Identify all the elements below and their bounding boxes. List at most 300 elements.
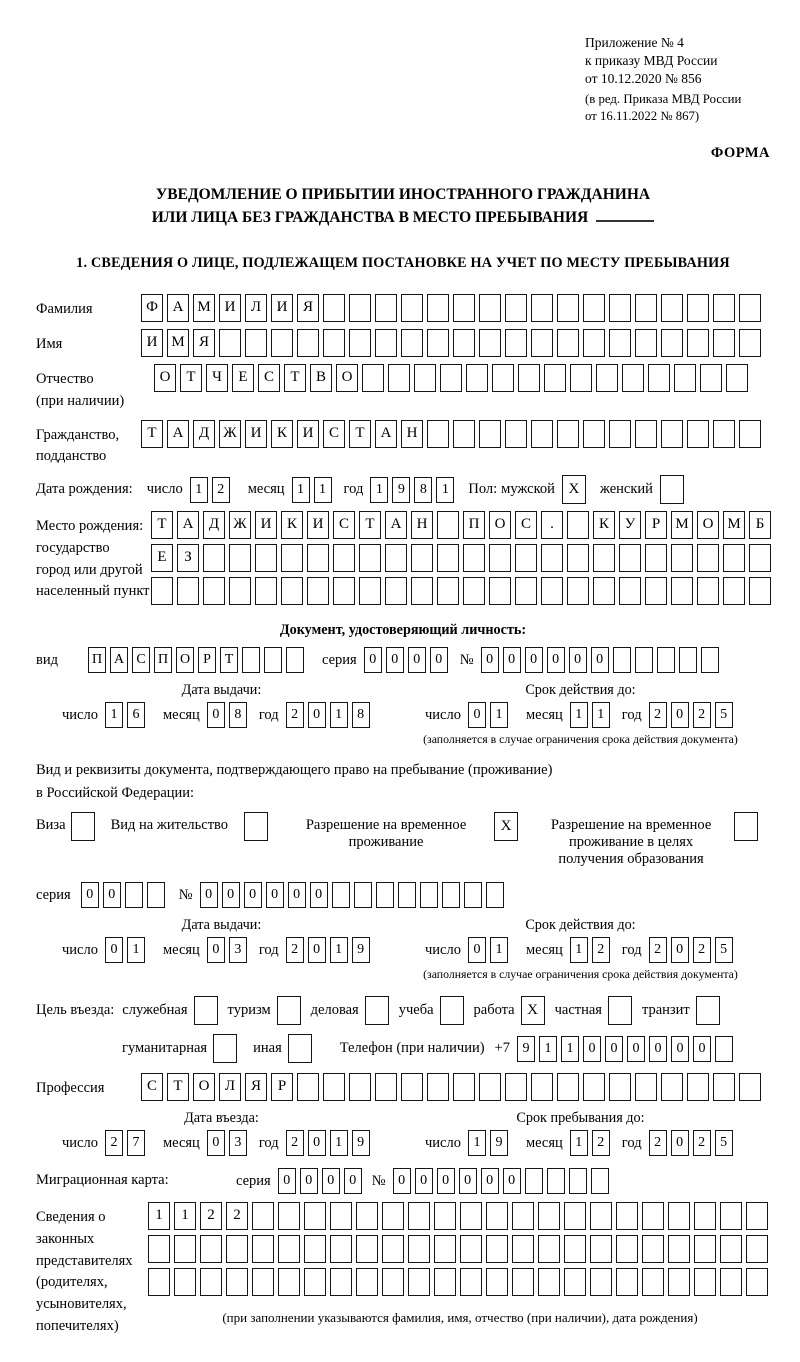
char-cell[interactable] <box>564 1202 586 1230</box>
char-cell[interactable] <box>687 1073 709 1101</box>
char-cell[interactable] <box>356 1235 378 1263</box>
char-cell[interactable]: 1 <box>174 1202 196 1230</box>
char-cell[interactable] <box>359 544 381 572</box>
char-cell[interactable]: И <box>271 294 293 322</box>
char-cell[interactable] <box>281 577 303 605</box>
char-cell[interactable] <box>512 1268 534 1296</box>
char-cell[interactable] <box>401 329 423 357</box>
char-cell[interactable] <box>349 294 371 322</box>
char-cell[interactable] <box>252 1202 274 1230</box>
char-cell[interactable] <box>453 420 475 448</box>
char-cell[interactable] <box>668 1202 690 1230</box>
char-cell[interactable]: 0 <box>569 647 587 673</box>
char-cell[interactable] <box>427 1073 449 1101</box>
char-cell[interactable] <box>442 882 460 908</box>
char-cell[interactable] <box>564 1268 586 1296</box>
char-cell[interactable]: 1 <box>570 937 588 963</box>
char-cell[interactable]: 0 <box>207 1130 225 1156</box>
char-cell[interactable] <box>492 364 514 392</box>
char-cell[interactable]: 0 <box>364 647 382 673</box>
char-cell[interactable] <box>463 577 485 605</box>
char-cell[interactable] <box>252 1268 274 1296</box>
char-cell[interactable]: Ж <box>229 511 251 539</box>
char-cell[interactable] <box>538 1235 560 1263</box>
char-cell[interactable] <box>489 544 511 572</box>
char-cell[interactable]: Ф <box>141 294 163 322</box>
char-cell[interactable] <box>661 1073 683 1101</box>
char-cell[interactable]: Т <box>180 364 202 392</box>
char-cell[interactable]: О <box>336 364 358 392</box>
char-cell[interactable] <box>427 294 449 322</box>
char-cell[interactable] <box>385 577 407 605</box>
char-cell[interactable] <box>635 420 657 448</box>
char-cell[interactable] <box>590 1235 612 1263</box>
char-cell[interactable]: Р <box>271 1073 293 1101</box>
char-cell[interactable] <box>453 1073 475 1101</box>
char-cell[interactable]: 5 <box>715 937 733 963</box>
char-cell[interactable]: П <box>88 647 106 673</box>
char-cell[interactable] <box>593 544 615 572</box>
char-cell[interactable] <box>541 544 563 572</box>
char-cell[interactable]: А <box>167 294 189 322</box>
char-cell[interactable]: Е <box>151 544 173 572</box>
char-cell[interactable]: Е <box>232 364 254 392</box>
char-cell[interactable]: 0 <box>693 1036 711 1062</box>
char-cell[interactable]: А <box>177 511 199 539</box>
char-cell[interactable] <box>354 882 372 908</box>
char-cell[interactable] <box>420 882 438 908</box>
char-cell[interactable] <box>567 511 589 539</box>
char-cell[interactable] <box>616 1202 638 1230</box>
char-cell[interactable] <box>323 294 345 322</box>
char-cell[interactable]: 0 <box>468 937 486 963</box>
char-cell[interactable] <box>375 294 397 322</box>
temp-residence-checkbox[interactable]: X <box>494 812 518 841</box>
char-cell[interactable]: 0 <box>591 647 609 673</box>
char-cell[interactable] <box>411 577 433 605</box>
char-cell[interactable] <box>356 1268 378 1296</box>
char-cell[interactable] <box>749 577 771 605</box>
char-cell[interactable] <box>531 294 553 322</box>
char-cell[interactable]: И <box>141 329 163 357</box>
char-cell[interactable] <box>609 420 631 448</box>
char-cell[interactable]: О <box>193 1073 215 1101</box>
char-cell[interactable] <box>505 329 527 357</box>
char-cell[interactable] <box>557 1073 579 1101</box>
char-cell[interactable]: 1 <box>570 702 588 728</box>
char-cell[interactable] <box>434 1235 456 1263</box>
char-cell[interactable] <box>538 1268 560 1296</box>
char-cell[interactable] <box>349 1073 371 1101</box>
char-cell[interactable]: 1 <box>292 477 310 503</box>
char-cell[interactable] <box>661 294 683 322</box>
char-cell[interactable] <box>505 420 527 448</box>
char-cell[interactable] <box>427 329 449 357</box>
purpose-study-checkbox[interactable] <box>440 996 464 1025</box>
char-cell[interactable]: И <box>245 420 267 448</box>
char-cell[interactable]: А <box>375 420 397 448</box>
char-cell[interactable]: 0 <box>278 1168 296 1194</box>
char-cell[interactable]: А <box>110 647 128 673</box>
char-cell[interactable] <box>538 1202 560 1230</box>
char-cell[interactable]: 0 <box>481 647 499 673</box>
char-cell[interactable]: 2 <box>212 477 230 503</box>
char-cell[interactable]: Я <box>193 329 215 357</box>
char-cell[interactable]: 0 <box>393 1168 411 1194</box>
char-cell[interactable]: 0 <box>627 1036 645 1062</box>
char-cell[interactable] <box>349 329 371 357</box>
char-cell[interactable]: 9 <box>352 1130 370 1156</box>
char-cell[interactable]: П <box>463 511 485 539</box>
char-cell[interactable] <box>531 420 553 448</box>
char-cell[interactable]: 0 <box>503 1168 521 1194</box>
char-cell[interactable] <box>479 1073 501 1101</box>
purpose-work-checkbox[interactable]: X <box>521 996 545 1025</box>
char-cell[interactable] <box>679 647 697 673</box>
char-cell[interactable]: 1 <box>539 1036 557 1062</box>
char-cell[interactable] <box>518 364 540 392</box>
char-cell[interactable] <box>486 1235 508 1263</box>
char-cell[interactable]: 3 <box>229 1130 247 1156</box>
char-cell[interactable]: О <box>697 511 719 539</box>
char-cell[interactable]: 1 <box>436 477 454 503</box>
char-cell[interactable] <box>671 577 693 605</box>
char-cell[interactable] <box>382 1268 404 1296</box>
char-cell[interactable] <box>479 420 501 448</box>
purpose-transit-checkbox[interactable] <box>696 996 720 1025</box>
char-cell[interactable]: К <box>271 420 293 448</box>
char-cell[interactable] <box>147 882 165 908</box>
char-cell[interactable] <box>674 364 696 392</box>
char-cell[interactable] <box>453 294 475 322</box>
char-cell[interactable] <box>245 329 267 357</box>
char-cell[interactable]: 0 <box>322 1168 340 1194</box>
char-cell[interactable]: 0 <box>437 1168 455 1194</box>
char-cell[interactable] <box>486 1268 508 1296</box>
char-cell[interactable]: Т <box>349 420 371 448</box>
char-cell[interactable] <box>427 420 449 448</box>
char-cell[interactable] <box>255 544 277 572</box>
char-cell[interactable] <box>440 364 462 392</box>
char-cell[interactable] <box>590 1202 612 1230</box>
char-cell[interactable]: М <box>193 294 215 322</box>
char-cell[interactable] <box>746 1268 768 1296</box>
char-cell[interactable] <box>333 577 355 605</box>
char-cell[interactable] <box>330 1268 352 1296</box>
char-cell[interactable] <box>255 577 277 605</box>
char-cell[interactable] <box>694 1268 716 1296</box>
char-cell[interactable]: П <box>154 647 172 673</box>
char-cell[interactable] <box>486 882 504 908</box>
char-cell[interactable]: 0 <box>583 1036 601 1062</box>
char-cell[interactable] <box>648 364 670 392</box>
char-cell[interactable] <box>382 1235 404 1263</box>
char-cell[interactable]: Я <box>245 1073 267 1101</box>
char-cell[interactable] <box>401 1073 423 1101</box>
char-cell[interactable] <box>362 364 384 392</box>
char-cell[interactable] <box>437 577 459 605</box>
purpose-humanitarian-checkbox[interactable] <box>213 1034 237 1063</box>
char-cell[interactable]: 8 <box>352 702 370 728</box>
char-cell[interactable] <box>622 364 644 392</box>
char-cell[interactable] <box>687 420 709 448</box>
char-cell[interactable]: Л <box>219 1073 241 1101</box>
char-cell[interactable] <box>739 294 761 322</box>
char-cell[interactable]: 0 <box>200 882 218 908</box>
char-cell[interactable] <box>307 577 329 605</box>
char-cell[interactable] <box>125 882 143 908</box>
char-cell[interactable]: 2 <box>105 1130 123 1156</box>
char-cell[interactable]: 0 <box>671 1036 689 1062</box>
char-cell[interactable]: 1 <box>561 1036 579 1062</box>
char-cell[interactable] <box>376 882 394 908</box>
char-cell[interactable] <box>286 647 304 673</box>
char-cell[interactable] <box>242 647 260 673</box>
char-cell[interactable] <box>642 1202 664 1230</box>
char-cell[interactable]: 1 <box>127 937 145 963</box>
char-cell[interactable] <box>356 1202 378 1230</box>
char-cell[interactable]: 1 <box>105 702 123 728</box>
char-cell[interactable] <box>200 1268 222 1296</box>
char-cell[interactable]: Я <box>297 294 319 322</box>
char-cell[interactable]: 0 <box>386 647 404 673</box>
char-cell[interactable] <box>304 1268 326 1296</box>
char-cell[interactable] <box>271 329 293 357</box>
char-cell[interactable] <box>408 1202 430 1230</box>
char-cell[interactable]: 8 <box>414 477 432 503</box>
char-cell[interactable] <box>330 1202 352 1230</box>
char-cell[interactable] <box>619 544 641 572</box>
visa-checkbox[interactable] <box>71 812 95 841</box>
char-cell[interactable]: 0 <box>103 882 121 908</box>
char-cell[interactable] <box>297 1073 319 1101</box>
char-cell[interactable] <box>564 1235 586 1263</box>
purpose-private-checkbox[interactable] <box>608 996 632 1025</box>
char-cell[interactable] <box>203 544 225 572</box>
char-cell[interactable]: У <box>619 511 641 539</box>
char-cell[interactable] <box>642 1268 664 1296</box>
residence-permit-checkbox[interactable] <box>244 812 268 841</box>
char-cell[interactable] <box>687 294 709 322</box>
char-cell[interactable] <box>668 1268 690 1296</box>
char-cell[interactable] <box>297 329 319 357</box>
char-cell[interactable]: 1 <box>592 702 610 728</box>
char-cell[interactable] <box>583 420 605 448</box>
char-cell[interactable]: 0 <box>605 1036 623 1062</box>
char-cell[interactable]: 5 <box>715 702 733 728</box>
char-cell[interactable]: 9 <box>352 937 370 963</box>
char-cell[interactable] <box>229 544 251 572</box>
char-cell[interactable] <box>609 1073 631 1101</box>
char-cell[interactable] <box>304 1202 326 1230</box>
char-cell[interactable]: 0 <box>266 882 284 908</box>
char-cell[interactable] <box>613 647 631 673</box>
char-cell[interactable] <box>437 544 459 572</box>
char-cell[interactable] <box>609 329 631 357</box>
char-cell[interactable] <box>720 1235 742 1263</box>
char-cell[interactable] <box>616 1268 638 1296</box>
char-cell[interactable]: С <box>333 511 355 539</box>
char-cell[interactable] <box>359 577 381 605</box>
char-cell[interactable]: 0 <box>308 702 326 728</box>
char-cell[interactable] <box>278 1202 300 1230</box>
char-cell[interactable] <box>411 544 433 572</box>
char-cell[interactable]: Т <box>141 420 163 448</box>
char-cell[interactable]: 0 <box>415 1168 433 1194</box>
char-cell[interactable]: 8 <box>229 702 247 728</box>
char-cell[interactable]: 0 <box>222 882 240 908</box>
char-cell[interactable]: 9 <box>517 1036 535 1062</box>
char-cell[interactable]: С <box>141 1073 163 1101</box>
char-cell[interactable] <box>616 1235 638 1263</box>
char-cell[interactable]: Т <box>284 364 306 392</box>
char-cell[interactable]: 1 <box>330 702 348 728</box>
char-cell[interactable]: С <box>515 511 537 539</box>
char-cell[interactable] <box>460 1235 482 1263</box>
char-cell[interactable]: 2 <box>592 937 610 963</box>
char-cell[interactable]: 0 <box>207 702 225 728</box>
char-cell[interactable]: З <box>177 544 199 572</box>
char-cell[interactable] <box>583 329 605 357</box>
char-cell[interactable] <box>583 1073 605 1101</box>
char-cell[interactable]: Т <box>220 647 238 673</box>
char-cell[interactable]: 5 <box>715 1130 733 1156</box>
char-cell[interactable]: С <box>323 420 345 448</box>
char-cell[interactable] <box>505 294 527 322</box>
char-cell[interactable] <box>219 329 241 357</box>
char-cell[interactable]: 0 <box>671 937 689 963</box>
char-cell[interactable] <box>375 329 397 357</box>
char-cell[interactable] <box>408 1235 430 1263</box>
char-cell[interactable] <box>635 329 657 357</box>
char-cell[interactable] <box>557 420 579 448</box>
char-cell[interactable] <box>434 1202 456 1230</box>
purpose-tourism-checkbox[interactable] <box>277 996 301 1025</box>
char-cell[interactable] <box>713 1073 735 1101</box>
char-cell[interactable]: С <box>258 364 280 392</box>
char-cell[interactable]: И <box>297 420 319 448</box>
purpose-commercial-checkbox[interactable] <box>365 996 389 1025</box>
char-cell[interactable] <box>557 329 579 357</box>
char-cell[interactable]: С <box>132 647 150 673</box>
char-cell[interactable]: Ч <box>206 364 228 392</box>
char-cell[interactable] <box>385 544 407 572</box>
char-cell[interactable] <box>278 1235 300 1263</box>
char-cell[interactable]: М <box>671 511 693 539</box>
char-cell[interactable]: 3 <box>229 937 247 963</box>
purpose-other-checkbox[interactable] <box>288 1034 312 1063</box>
char-cell[interactable] <box>739 1073 761 1101</box>
char-cell[interactable] <box>746 1235 768 1263</box>
char-cell[interactable] <box>668 1235 690 1263</box>
char-cell[interactable]: 0 <box>468 702 486 728</box>
char-cell[interactable]: И <box>219 294 241 322</box>
char-cell[interactable] <box>657 647 675 673</box>
char-cell[interactable] <box>635 1073 657 1101</box>
char-cell[interactable]: 0 <box>503 647 521 673</box>
char-cell[interactable] <box>739 329 761 357</box>
char-cell[interactable]: Ж <box>219 420 241 448</box>
char-cell[interactable] <box>583 294 605 322</box>
char-cell[interactable] <box>671 544 693 572</box>
char-cell[interactable]: Д <box>203 511 225 539</box>
char-cell[interactable] <box>460 1202 482 1230</box>
char-cell[interactable] <box>619 577 641 605</box>
char-cell[interactable]: 1 <box>330 1130 348 1156</box>
char-cell[interactable] <box>713 420 735 448</box>
char-cell[interactable]: 1 <box>468 1130 486 1156</box>
char-cell[interactable] <box>557 294 579 322</box>
char-cell[interactable]: Р <box>198 647 216 673</box>
char-cell[interactable]: 0 <box>207 937 225 963</box>
char-cell[interactable] <box>398 882 416 908</box>
char-cell[interactable] <box>151 577 173 605</box>
char-cell[interactable] <box>434 1268 456 1296</box>
char-cell[interactable] <box>697 544 719 572</box>
char-cell[interactable] <box>460 1268 482 1296</box>
char-cell[interactable] <box>200 1235 222 1263</box>
char-cell[interactable] <box>726 364 748 392</box>
char-cell[interactable] <box>547 1168 565 1194</box>
char-cell[interactable] <box>479 294 501 322</box>
char-cell[interactable] <box>512 1235 534 1263</box>
char-cell[interactable]: 0 <box>244 882 262 908</box>
char-cell[interactable] <box>723 577 745 605</box>
char-cell[interactable] <box>715 1036 733 1062</box>
char-cell[interactable] <box>700 364 722 392</box>
char-cell[interactable] <box>713 329 735 357</box>
char-cell[interactable] <box>746 1202 768 1230</box>
char-cell[interactable]: 0 <box>671 1130 689 1156</box>
char-cell[interactable] <box>174 1235 196 1263</box>
gender-male-checkbox[interactable]: X <box>562 475 586 504</box>
char-cell[interactable]: 2 <box>592 1130 610 1156</box>
char-cell[interactable]: О <box>154 364 176 392</box>
char-cell[interactable]: М <box>723 511 745 539</box>
char-cell[interactable]: Т <box>167 1073 189 1101</box>
char-cell[interactable]: В <box>310 364 332 392</box>
char-cell[interactable] <box>590 1268 612 1296</box>
char-cell[interactable] <box>332 882 350 908</box>
char-cell[interactable]: Т <box>359 511 381 539</box>
char-cell[interactable]: 2 <box>649 702 667 728</box>
char-cell[interactable] <box>229 577 251 605</box>
char-cell[interactable] <box>642 1235 664 1263</box>
char-cell[interactable] <box>464 882 482 908</box>
char-cell[interactable]: О <box>176 647 194 673</box>
char-cell[interactable] <box>453 329 475 357</box>
char-cell[interactable]: . <box>541 511 563 539</box>
char-cell[interactable] <box>177 577 199 605</box>
char-cell[interactable]: 6 <box>127 702 145 728</box>
char-cell[interactable] <box>609 294 631 322</box>
char-cell[interactable] <box>148 1268 170 1296</box>
char-cell[interactable]: Р <box>645 511 667 539</box>
char-cell[interactable] <box>567 577 589 605</box>
char-cell[interactable] <box>591 1168 609 1194</box>
char-cell[interactable]: 2 <box>286 702 304 728</box>
temp-residence-education-checkbox[interactable] <box>734 812 758 841</box>
char-cell[interactable]: 2 <box>649 937 667 963</box>
char-cell[interactable]: 9 <box>490 1130 508 1156</box>
char-cell[interactable] <box>479 329 501 357</box>
char-cell[interactable]: 1 <box>370 477 388 503</box>
char-cell[interactable]: 9 <box>392 477 410 503</box>
char-cell[interactable] <box>505 1073 527 1101</box>
char-cell[interactable]: О <box>489 511 511 539</box>
char-cell[interactable] <box>544 364 566 392</box>
char-cell[interactable] <box>661 420 683 448</box>
